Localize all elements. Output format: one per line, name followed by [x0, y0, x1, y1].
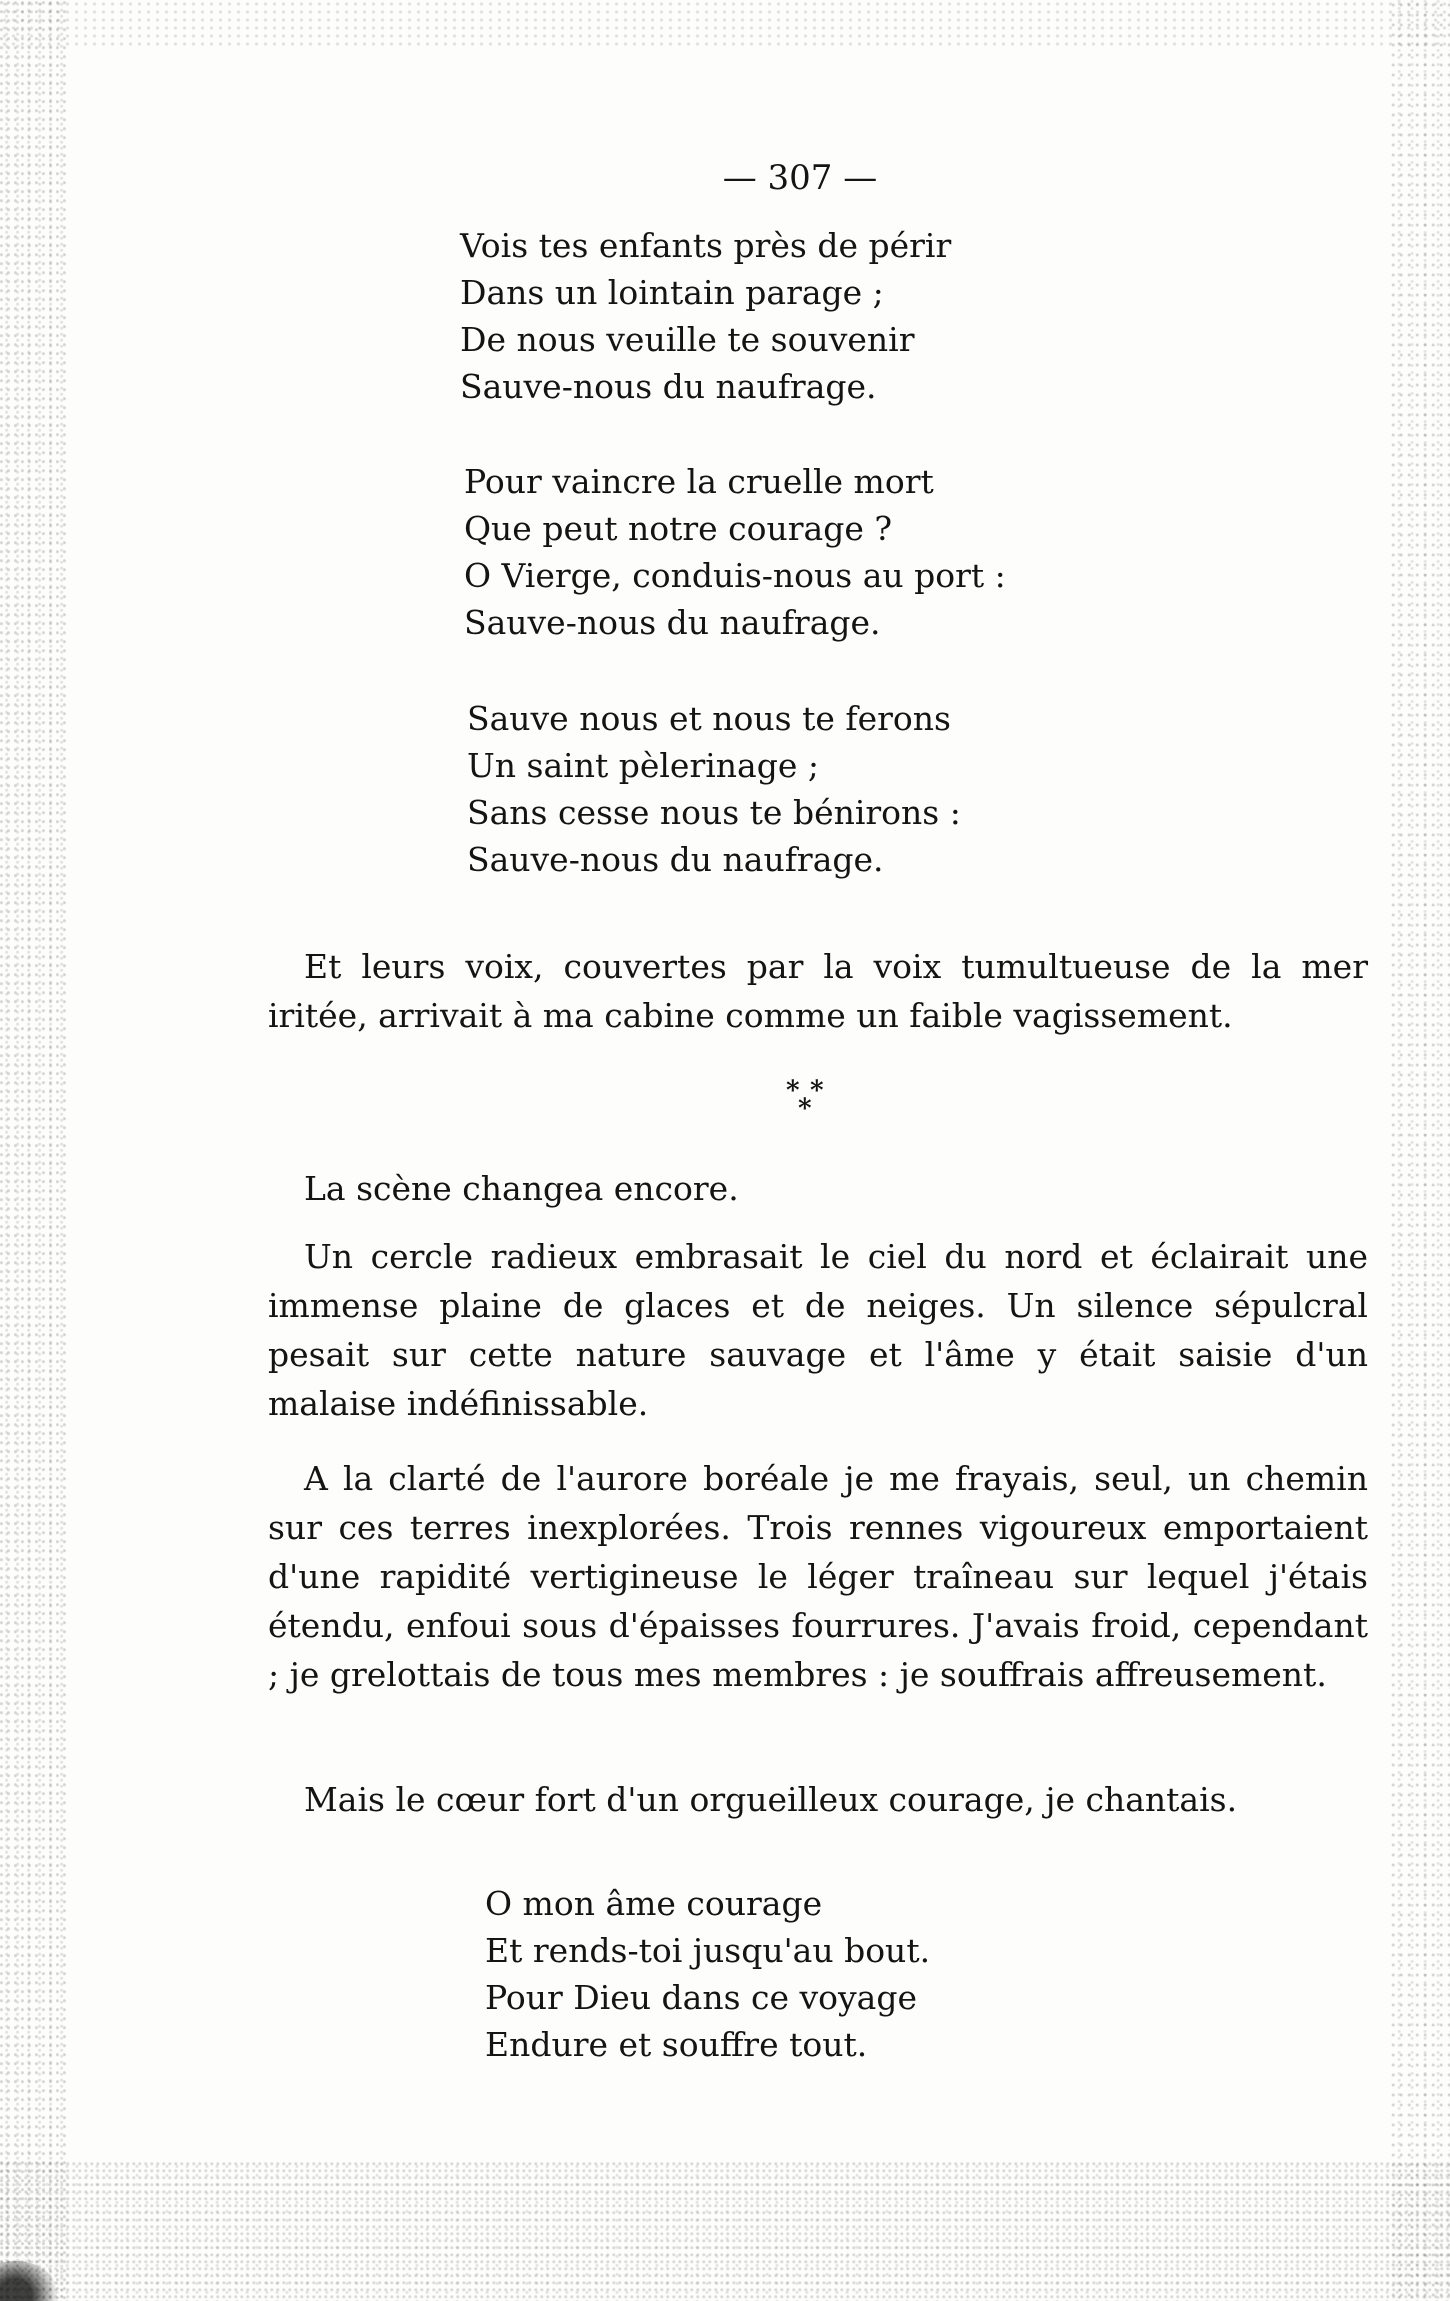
- asterism-star: *: [798, 1094, 812, 1124]
- section-break-asterism: [786, 1078, 830, 1122]
- verse-stanza-4: [485, 1880, 930, 2068]
- paragraph-voices: [268, 942, 1368, 1040]
- verse-line: O Vierge, conduis-nous au port :: [464, 556, 1006, 595]
- verse-line: Sauve nous et nous te ferons: [467, 699, 951, 738]
- verse-line: Pour Dieu dans ce voyage: [485, 1978, 917, 2017]
- asterism-star: *: [786, 1076, 800, 1106]
- corner-smudge: [0, 2261, 60, 2301]
- verse-stanza-1: [460, 222, 951, 410]
- scan-noise-bottom: [0, 2161, 1450, 2301]
- scan-noise-left: [0, 0, 70, 2301]
- verse-line: Vois tes enfants près de périr: [460, 226, 952, 265]
- paragraph-singing: [268, 1775, 1368, 1824]
- paragraph-text: A la clarté de l'aurore boréale je me frayais, seul, un chemin sur ces terres inexplorées. Trois rennes vigoureux emportaient d'une rapidité vertigineuse le léger traîneau sur lequel j'étais étendu, enfoui sous d'épaisses fourrures. J'avais froid, cependant ; je grelottais de tous mes membres : je souffrais affreusement.: [268, 1459, 1368, 1694]
- paragraph-text: La scène changea encore.: [304, 1169, 739, 1208]
- verse-line: Sauve-nous du naufrage.: [460, 367, 877, 406]
- page-number: — 307 —: [722, 158, 878, 198]
- verse-line: Sans cesse nous te bénirons :: [467, 793, 961, 832]
- verse-line: Que peut notre courage ?: [464, 509, 893, 548]
- verse-line: O mon âme courage: [485, 1884, 823, 1923]
- paragraph-aurora: [268, 1454, 1368, 1699]
- verse-line: Dans un lointain parage ;: [460, 273, 884, 312]
- verse-line: Endure et souffre tout.: [485, 2025, 868, 2064]
- verse-line: Sauve-nous du naufrage.: [467, 840, 884, 879]
- paragraph-text: Un cercle radieux embrasait le ciel du nord et éclairait une immense plaine de glaces et de neiges. Un silence sépulcral pesait sur cette nature sauvage et l'âme y était saisie d'un malaise indéfinissable.: [268, 1237, 1368, 1423]
- verse-line: Sauve-nous du naufrage.: [464, 603, 881, 642]
- verse-line: Un saint pèlerinage ;: [467, 746, 819, 785]
- verse-stanza-3: [467, 695, 961, 883]
- verse-line: Et rends-toi jusqu'au bout.: [485, 1931, 931, 1970]
- verse-stanza-2: [464, 458, 1006, 646]
- asterism-star: *: [810, 1076, 824, 1106]
- paragraph-northern-sky: [268, 1232, 1368, 1428]
- scan-noise-top: [0, 0, 1450, 50]
- paragraph-scene-change: [268, 1164, 1368, 1213]
- scan-noise-right: [1390, 0, 1450, 2301]
- verse-line: Pour vaincre la cruelle mort: [464, 462, 934, 501]
- paragraph-text: Et leurs voix, couvertes par la voix tumultueuse de la mer iritée, arrivait à ma cabine comme un faible vagissement.: [268, 947, 1368, 1035]
- verse-line: De nous veuille te souvenir: [460, 320, 915, 359]
- paragraph-text: Mais le cœur fort d'un orgueilleux courage, je chantais.: [304, 1780, 1238, 1819]
